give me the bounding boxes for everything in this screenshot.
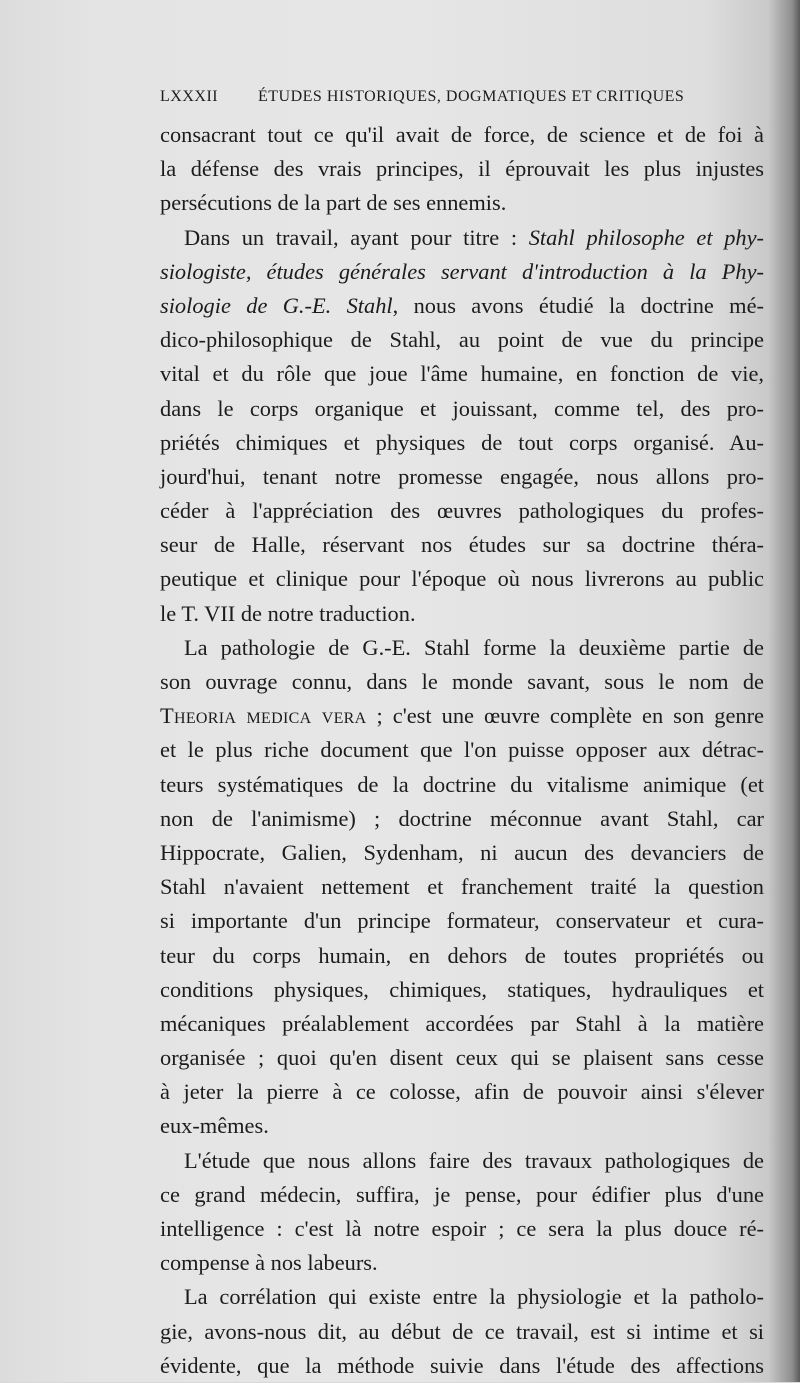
text-segment: eux-mêmes. — [160, 1113, 269, 1139]
text-segment: Hippocrate, Galien, Sydenham, ni aucun des devanciers de — [160, 839, 764, 865]
text-segment: L'étude que nous allons faire des travaux pathologiques de — [184, 1147, 764, 1173]
text-line — [160, 392, 764, 426]
text-segment: conditions physiques, chimiques, statiques, hydrauliques et — [160, 976, 764, 1002]
italic-text: Stahl philosophe et phy- — [528, 224, 764, 250]
text-segment: La pathologie de G.-E. Stahl forme la deuxième partie de — [184, 634, 764, 660]
text-line — [160, 1178, 764, 1212]
text-line — [160, 186, 764, 220]
text-line — [160, 221, 764, 255]
text-segment: si importante d'un principe formateur, conservateur et cura- — [160, 908, 764, 934]
text-line — [160, 973, 764, 1007]
text-line — [160, 152, 764, 186]
text-line — [160, 357, 764, 391]
text-segment: consacrant tout ce qu'il avait de force, de science et de foi à — [160, 122, 764, 147]
text-line — [160, 528, 764, 562]
text-segment: à jeter la pierre à ce colosse, afin de pouvoir ainsi s'élever — [160, 1079, 764, 1105]
text-segment: Stahl n'avaient nettement et franchement traité la question — [160, 874, 764, 900]
text-line — [160, 1007, 764, 1041]
text-line — [160, 1109, 764, 1143]
text-line — [160, 733, 764, 767]
text-line — [160, 1246, 764, 1280]
text-segment: ; c'est une œuvre complète en son genre — [366, 703, 764, 729]
text-line — [160, 460, 764, 494]
text-line — [160, 562, 764, 596]
text-segment: et le plus riche document que l'on puisse opposer aux détrac- — [160, 737, 764, 763]
text-segment: La corrélation qui existe entre la physiologie et la patholo- — [184, 1284, 764, 1310]
small-caps-text: Theoria medica vera — [160, 703, 367, 729]
text-line — [160, 118, 764, 152]
text-line — [160, 1280, 764, 1314]
text-segment: persécutions de la part de ses ennemis. — [160, 190, 507, 216]
text-segment: seur de Halle, réservant nos études sur sa doctrine théra- — [160, 532, 764, 558]
text-line — [160, 1144, 764, 1178]
text-line — [160, 1041, 764, 1075]
text-line — [160, 1315, 764, 1349]
text-line — [160, 597, 764, 631]
text-line — [160, 699, 764, 733]
running-header — [160, 88, 760, 106]
text-line — [160, 494, 764, 528]
text-segment: teurs systématiques de la doctrine du vitalisme animique (et — [160, 771, 764, 797]
text-segment: priétés chimiques et physiques de tout corps organisé. Au- — [160, 429, 764, 455]
text-line — [160, 323, 764, 357]
text-segment: teur du corps humain, en dehors de toutes propriétés ou — [160, 942, 764, 968]
text-segment: son ouvrage connu, dans le monde savant, sous le nom de — [160, 669, 764, 694]
text-line — [160, 768, 764, 802]
text-segment: peutique et clinique pour l'époque où nous livrerons au public — [160, 566, 764, 592]
text-line — [160, 631, 764, 665]
text-line — [160, 904, 764, 938]
text-line — [160, 665, 764, 699]
text-segment: gie, avons-nous dit, au début de ce travail, est si intime et si — [160, 1318, 764, 1344]
text-line — [160, 802, 764, 836]
text-line — [160, 836, 764, 870]
text-line — [160, 255, 764, 289]
text-segment: dans le corps organique et jouissant, comme tel, des pro- — [160, 395, 764, 421]
text-segment: ce grand médecin, suffira, je pense, pour édifier plus d'une — [160, 1181, 764, 1207]
text-line — [160, 939, 764, 973]
page-body-text — [160, 118, 764, 1383]
text-segment: non de l'animisme) ; doctrine méconnue avant Stahl, car — [160, 805, 764, 831]
italic-text: siologiste, études générales servant d'introduction à la Phy- — [160, 258, 764, 284]
text-line — [160, 1212, 764, 1246]
text-line — [160, 289, 764, 323]
text-segment: intelligence : c'est là notre espoir ; ce sera la plus douce ré- — [160, 1216, 764, 1241]
text-line — [160, 1075, 764, 1109]
text-segment: le T. VII de notre traduction. — [160, 600, 416, 626]
text-segment: , nous avons étudié la doctrine mé- — [392, 292, 764, 318]
text-segment: céder à l'appréciation des œuvres pathologiques du profes- — [160, 498, 764, 524]
text-line — [160, 870, 764, 904]
text-segment: évidente, que la méthode suivie dans l'étude des affections — [160, 1352, 764, 1378]
text-segment: compense à nos labeurs. — [160, 1250, 378, 1276]
running-title: ÉTUDES HISTORIQUES, DOGMATIQUES ET CRITIQUES — [258, 88, 685, 105]
page-number: LXXXII — [160, 88, 219, 105]
text-segment: dico-philosophique de Stahl, au point de vue du principe — [160, 327, 764, 353]
text-segment: Dans un travail, ayant pour titre : — [184, 224, 529, 250]
text-line — [160, 1349, 764, 1383]
text-line — [160, 426, 764, 460]
italic-text: siologie de G.-E. Stahl — [160, 292, 393, 318]
text-segment: la défense des vrais principes, il éprouvait les plus injustes — [160, 156, 764, 182]
text-segment: organisée ; quoi qu'en disent ceux qui se plaisent sans cesse — [160, 1045, 764, 1071]
text-segment: mécaniques préalablement accordées par Stahl à la matière — [160, 1010, 764, 1036]
text-segment: vital et du rôle que joue l'âme humaine, en fonction de vie, — [160, 361, 764, 387]
text-segment: jourd'hui, tenant notre promesse engagée, nous allons pro- — [160, 463, 764, 489]
